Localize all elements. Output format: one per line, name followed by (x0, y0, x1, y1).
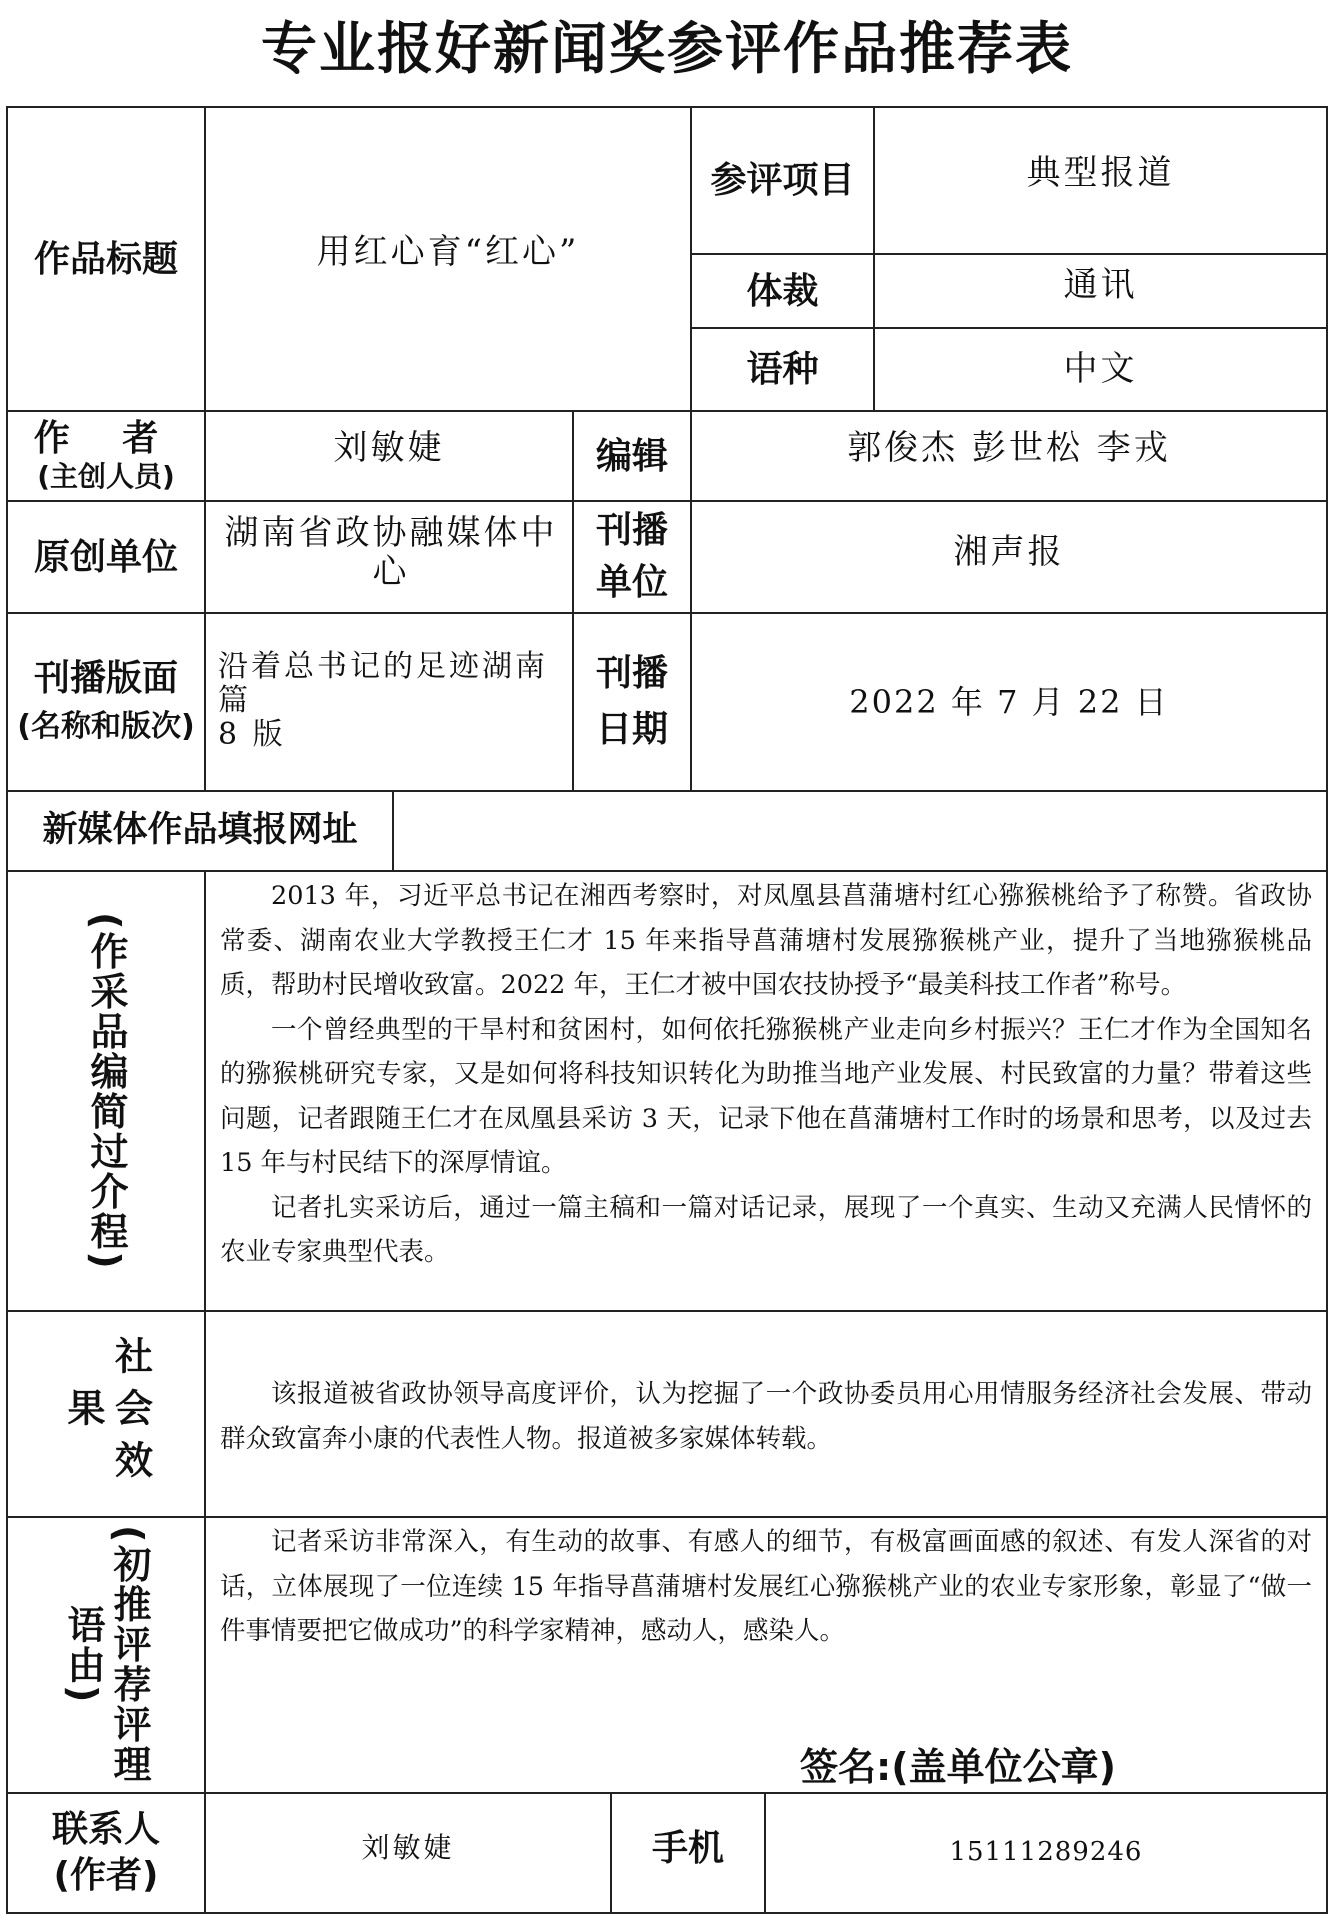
origin-unit-label: 原创单位 (33, 536, 178, 578)
process-paragraph: 2013 年，习近平总书记在湘西考察时，对凤凰县菖蒲塘村红心猕猴桃给予了称赞。省政协常委、湖南农业大学教授王仁才 15 年来指导菖蒲塘村发展猕猴桃产业，提升了当地猕猴桃品质，帮助村民增收致富。2022 年，王仁才被中国农技协授予“最美科技工作者”称号。 (220, 881, 1312, 1000)
effect-label-text: 社会效果 (61, 1336, 153, 1492)
author-label-cell (8, 412, 204, 500)
work-title-value: 用红心育“红心” (316, 232, 580, 273)
process-label-text: (作采品编简过介程) (84, 911, 128, 1271)
page-value-line1: 沿着总书记的足迹湖南篇 (218, 649, 548, 718)
phone-label: 手机 (651, 1827, 724, 1869)
effect-label (8, 1312, 204, 1516)
process-text (220, 874, 1312, 1275)
language-label: 语种 (746, 349, 819, 390)
process-paragraph: 记者扎实采访后，通过一篇主稿和一篇对话记录，展现了一个真实、生动又充满人民情怀的农业专家典型代表。 (220, 1192, 1312, 1267)
editor-label: 编辑 (595, 435, 668, 477)
rule-right (1326, 106, 1328, 1914)
page-sublabel: (名称和版次) (17, 709, 195, 744)
recommend-label (8, 1518, 204, 1792)
contact-label-cell (8, 1794, 204, 1912)
phone-value: 15111289246 (949, 1837, 1143, 1868)
contact-label: 联系人 (51, 1809, 160, 1850)
effect-paragraph: 该报道被省政协领导高度评价，认为挖掘了一个政协委员用心用情服务经济社会发展、带动群众致富奔小康的代表性人物。报道被多家媒体转载。 (220, 1379, 1312, 1454)
page-label-cell (8, 614, 204, 790)
signature-label: 签名:(盖单位公章) (800, 1745, 1116, 1789)
page-value-cell (218, 614, 568, 790)
author-value: 刘敏婕 (333, 428, 445, 469)
author-sublabel: (主创人员) (37, 460, 175, 493)
new-media-url-label: 新媒体作品填报网址 (42, 810, 358, 851)
new-media-url-value (394, 792, 1326, 870)
publish-date-value: 2022 年 7 月 22 日 (849, 682, 1169, 721)
page-label: 刊播版面 (33, 658, 178, 699)
author-label: 作 者 (33, 418, 179, 459)
publish-unit-label: 刊播单位 (595, 510, 668, 603)
page-value-line2: 8 版 (218, 717, 286, 752)
process-paragraph: 一个曾经典型的干旱村和贫困村，如何依托猕猴桃产业走向乡村振兴？王仁才作为全国知名的猕猴桃研究专家，又是如何将科技知识转化为助推当地产业发展、村民致富的力量？带着这些问题，记者跟随王仁才在凤凰县采访 3 天，记录下他在菖蒲塘村工作时的场景和思考，以及过去 15 年与村民结下的深厚情谊。 (220, 1014, 1312, 1178)
contact-value: 刘敏婕 (361, 1830, 455, 1864)
genre-value: 通讯 (1063, 265, 1138, 306)
origin-unit-value: 湖南省政协融媒体中心 (224, 512, 558, 592)
publish-unit-value: 湘声报 (953, 532, 1065, 573)
rule (204, 870, 206, 1914)
category-label: 参评项目 (710, 160, 855, 201)
publish-date-label: 刊播日期 (595, 653, 668, 750)
recommend-label-text: (初推评荐评理语由) (61, 1525, 151, 1785)
work-title-label: 作品标题 (33, 238, 178, 280)
genre-label: 体裁 (746, 270, 819, 312)
form-title: 专业报好新闻奖参评作品推荐表 (261, 17, 1073, 82)
category-value: 典型报道 (1026, 152, 1175, 193)
process-label (8, 872, 204, 1310)
editor-value: 郭俊杰 彭世松 李戎 (847, 428, 1171, 469)
contact-sublabel: (作者) (53, 1855, 159, 1896)
recommend-paragraph: 记者采访非常深入，有生动的故事、有感人的细节，有极富画面感的叙述、有发人深省的对话，立体展现了一位连续 15 年指导菖蒲塘村发展红心猕猴桃产业的农业专家形象，彰显了“做一件事情要把它做成功”的科学家精神，感动人，感染人。 (220, 1527, 1312, 1646)
language-value: 中文 (1063, 348, 1138, 389)
